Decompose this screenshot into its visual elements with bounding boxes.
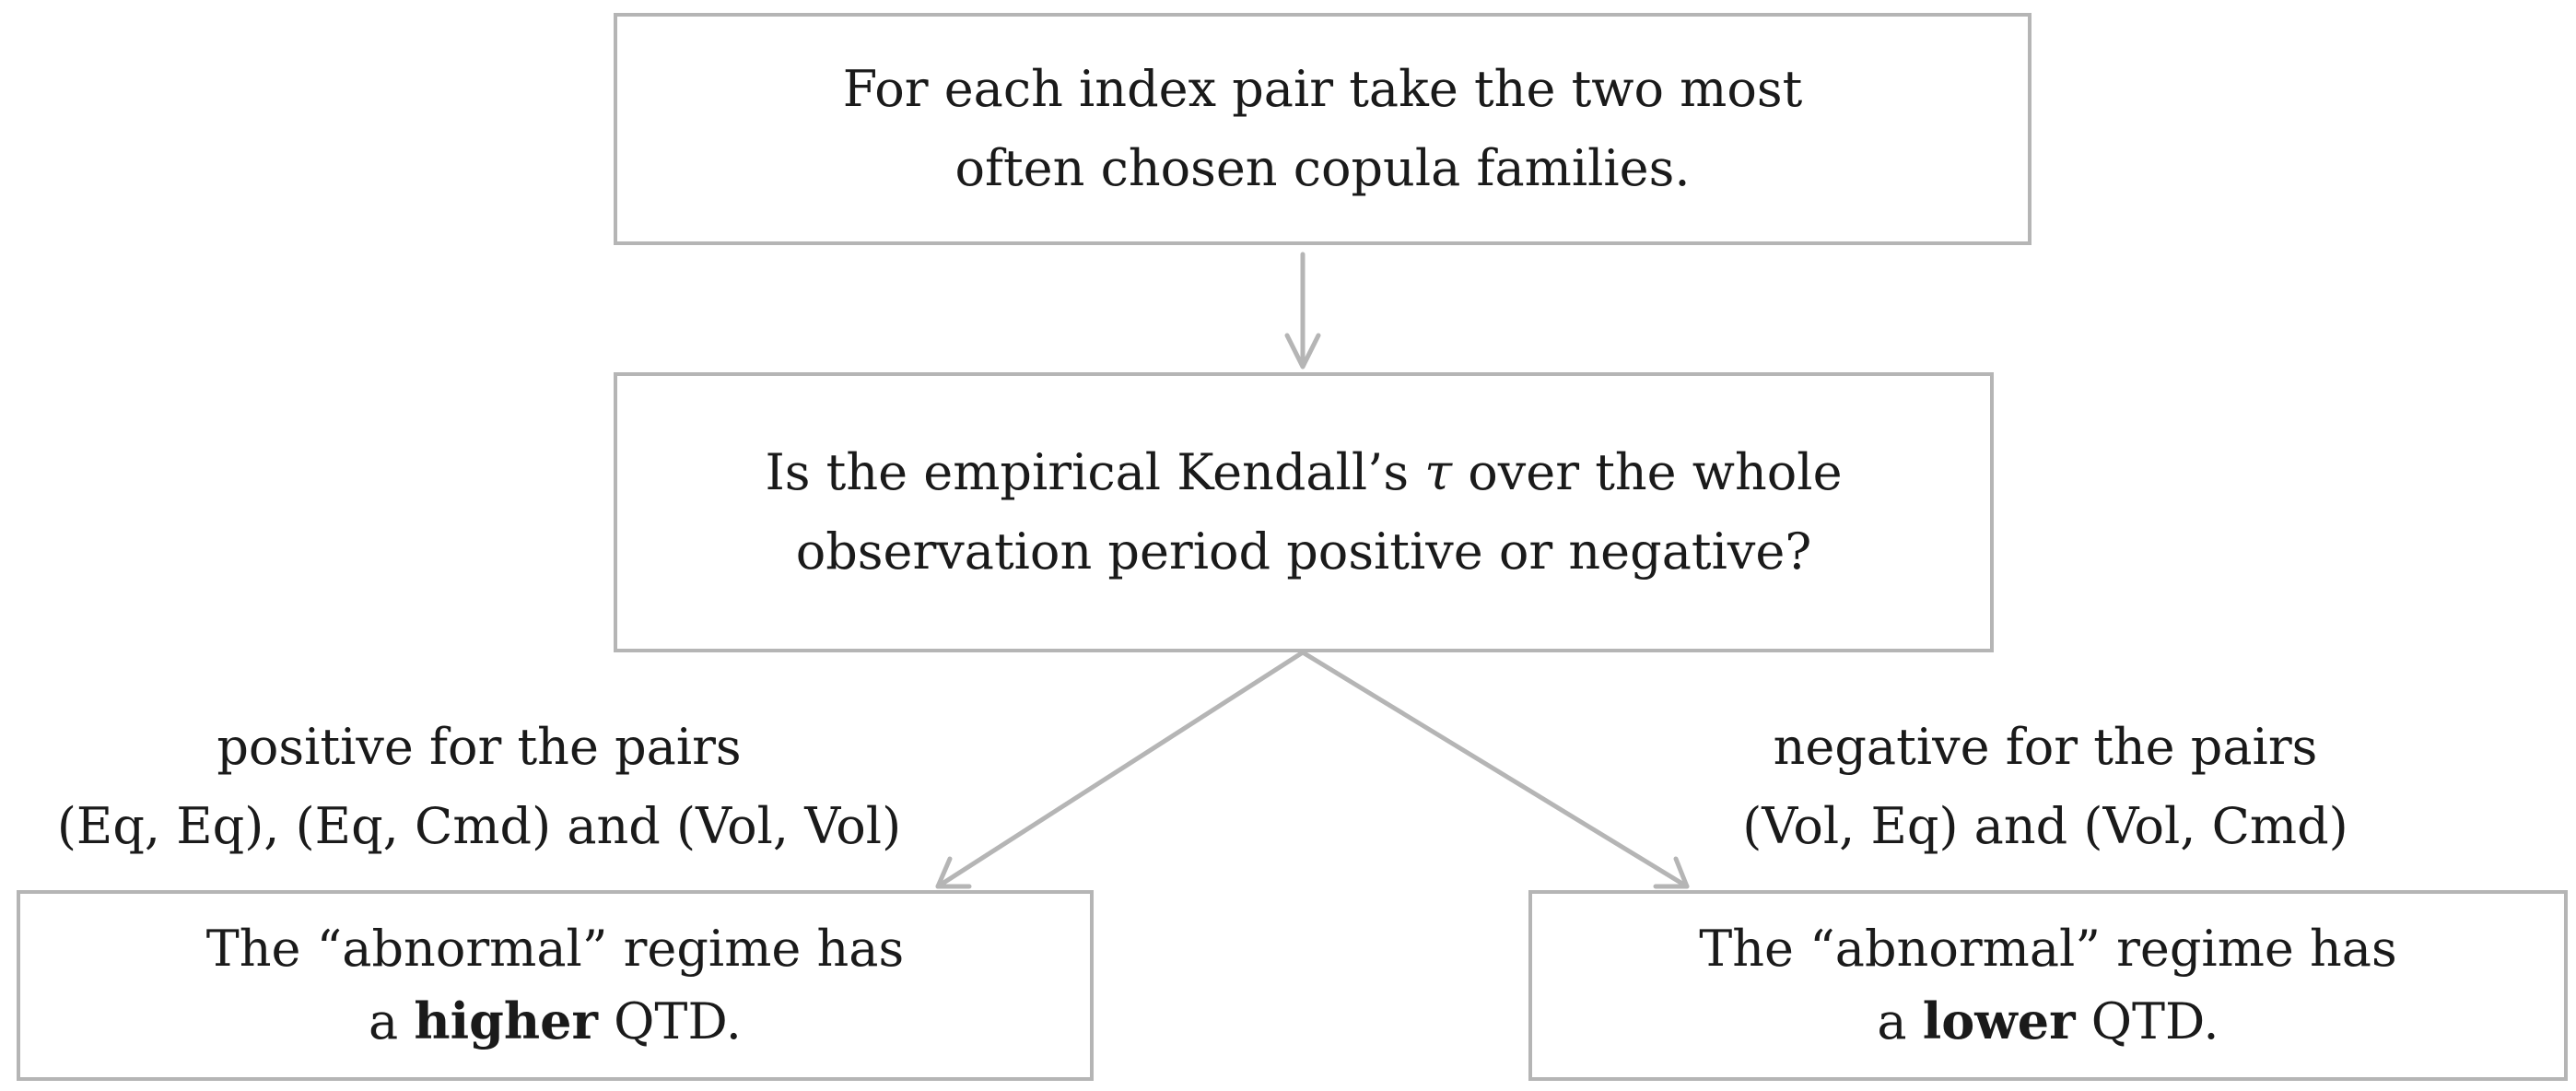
lower-result-line-2 — [1877, 985, 2219, 1058]
question-box — [614, 372, 1994, 652]
kendall-tau-symbol: τ — [1424, 443, 1453, 501]
arrowhead-right — [1656, 859, 1687, 886]
higher-result-line-2 — [369, 985, 742, 1058]
lower-result-line-1: The “abnormal” regime has — [1699, 920, 2397, 978]
lower-result-suffix: QTD. — [2075, 992, 2219, 1050]
lower-result-prefix: a — [1877, 992, 1923, 1050]
start-box-line-1: For each index pair take the two most — [842, 60, 1803, 118]
higher-result-prefix: a — [369, 992, 415, 1050]
higher-result-line-1: The “abnormal” regime has — [205, 920, 905, 978]
right-branch-label-line-2: (Vol, Eq) and (Vol, Cmd) — [1742, 797, 2348, 855]
question-text-after-symbol: over the whole — [1452, 443, 1843, 501]
higher-result-suffix: QTD. — [597, 992, 742, 1050]
lower-qtd-result-box — [1528, 890, 2568, 1081]
higher-emphasis: higher — [414, 991, 598, 1050]
question-text-before-symbol: Is the empirical Kendall’s — [765, 443, 1425, 501]
left-branch-label-line-2: (Eq, Eq), (Eq, Cmd) and (Vol, Vol) — [56, 797, 902, 855]
start-box — [614, 13, 2032, 245]
higher-qtd-result-box — [17, 890, 1094, 1081]
left-branch-label — [0, 708, 958, 866]
right-branch-label-line-1: negative for the pairs — [1773, 718, 2318, 776]
left-branch-label-line-1: positive for the pairs — [217, 718, 742, 776]
right-branch-label — [1714, 708, 2377, 866]
question-box-line-2: observation period positive or negative? — [795, 522, 1812, 581]
question-box-line-1 — [765, 433, 1842, 512]
arrowhead-question — [1287, 335, 1318, 367]
arrow-question-to-right — [1303, 652, 1687, 886]
arrow-question-to-left — [938, 652, 1303, 886]
lower-emphasis: lower — [1922, 991, 2076, 1050]
start-box-line-2: often chosen copula families. — [954, 139, 1691, 197]
